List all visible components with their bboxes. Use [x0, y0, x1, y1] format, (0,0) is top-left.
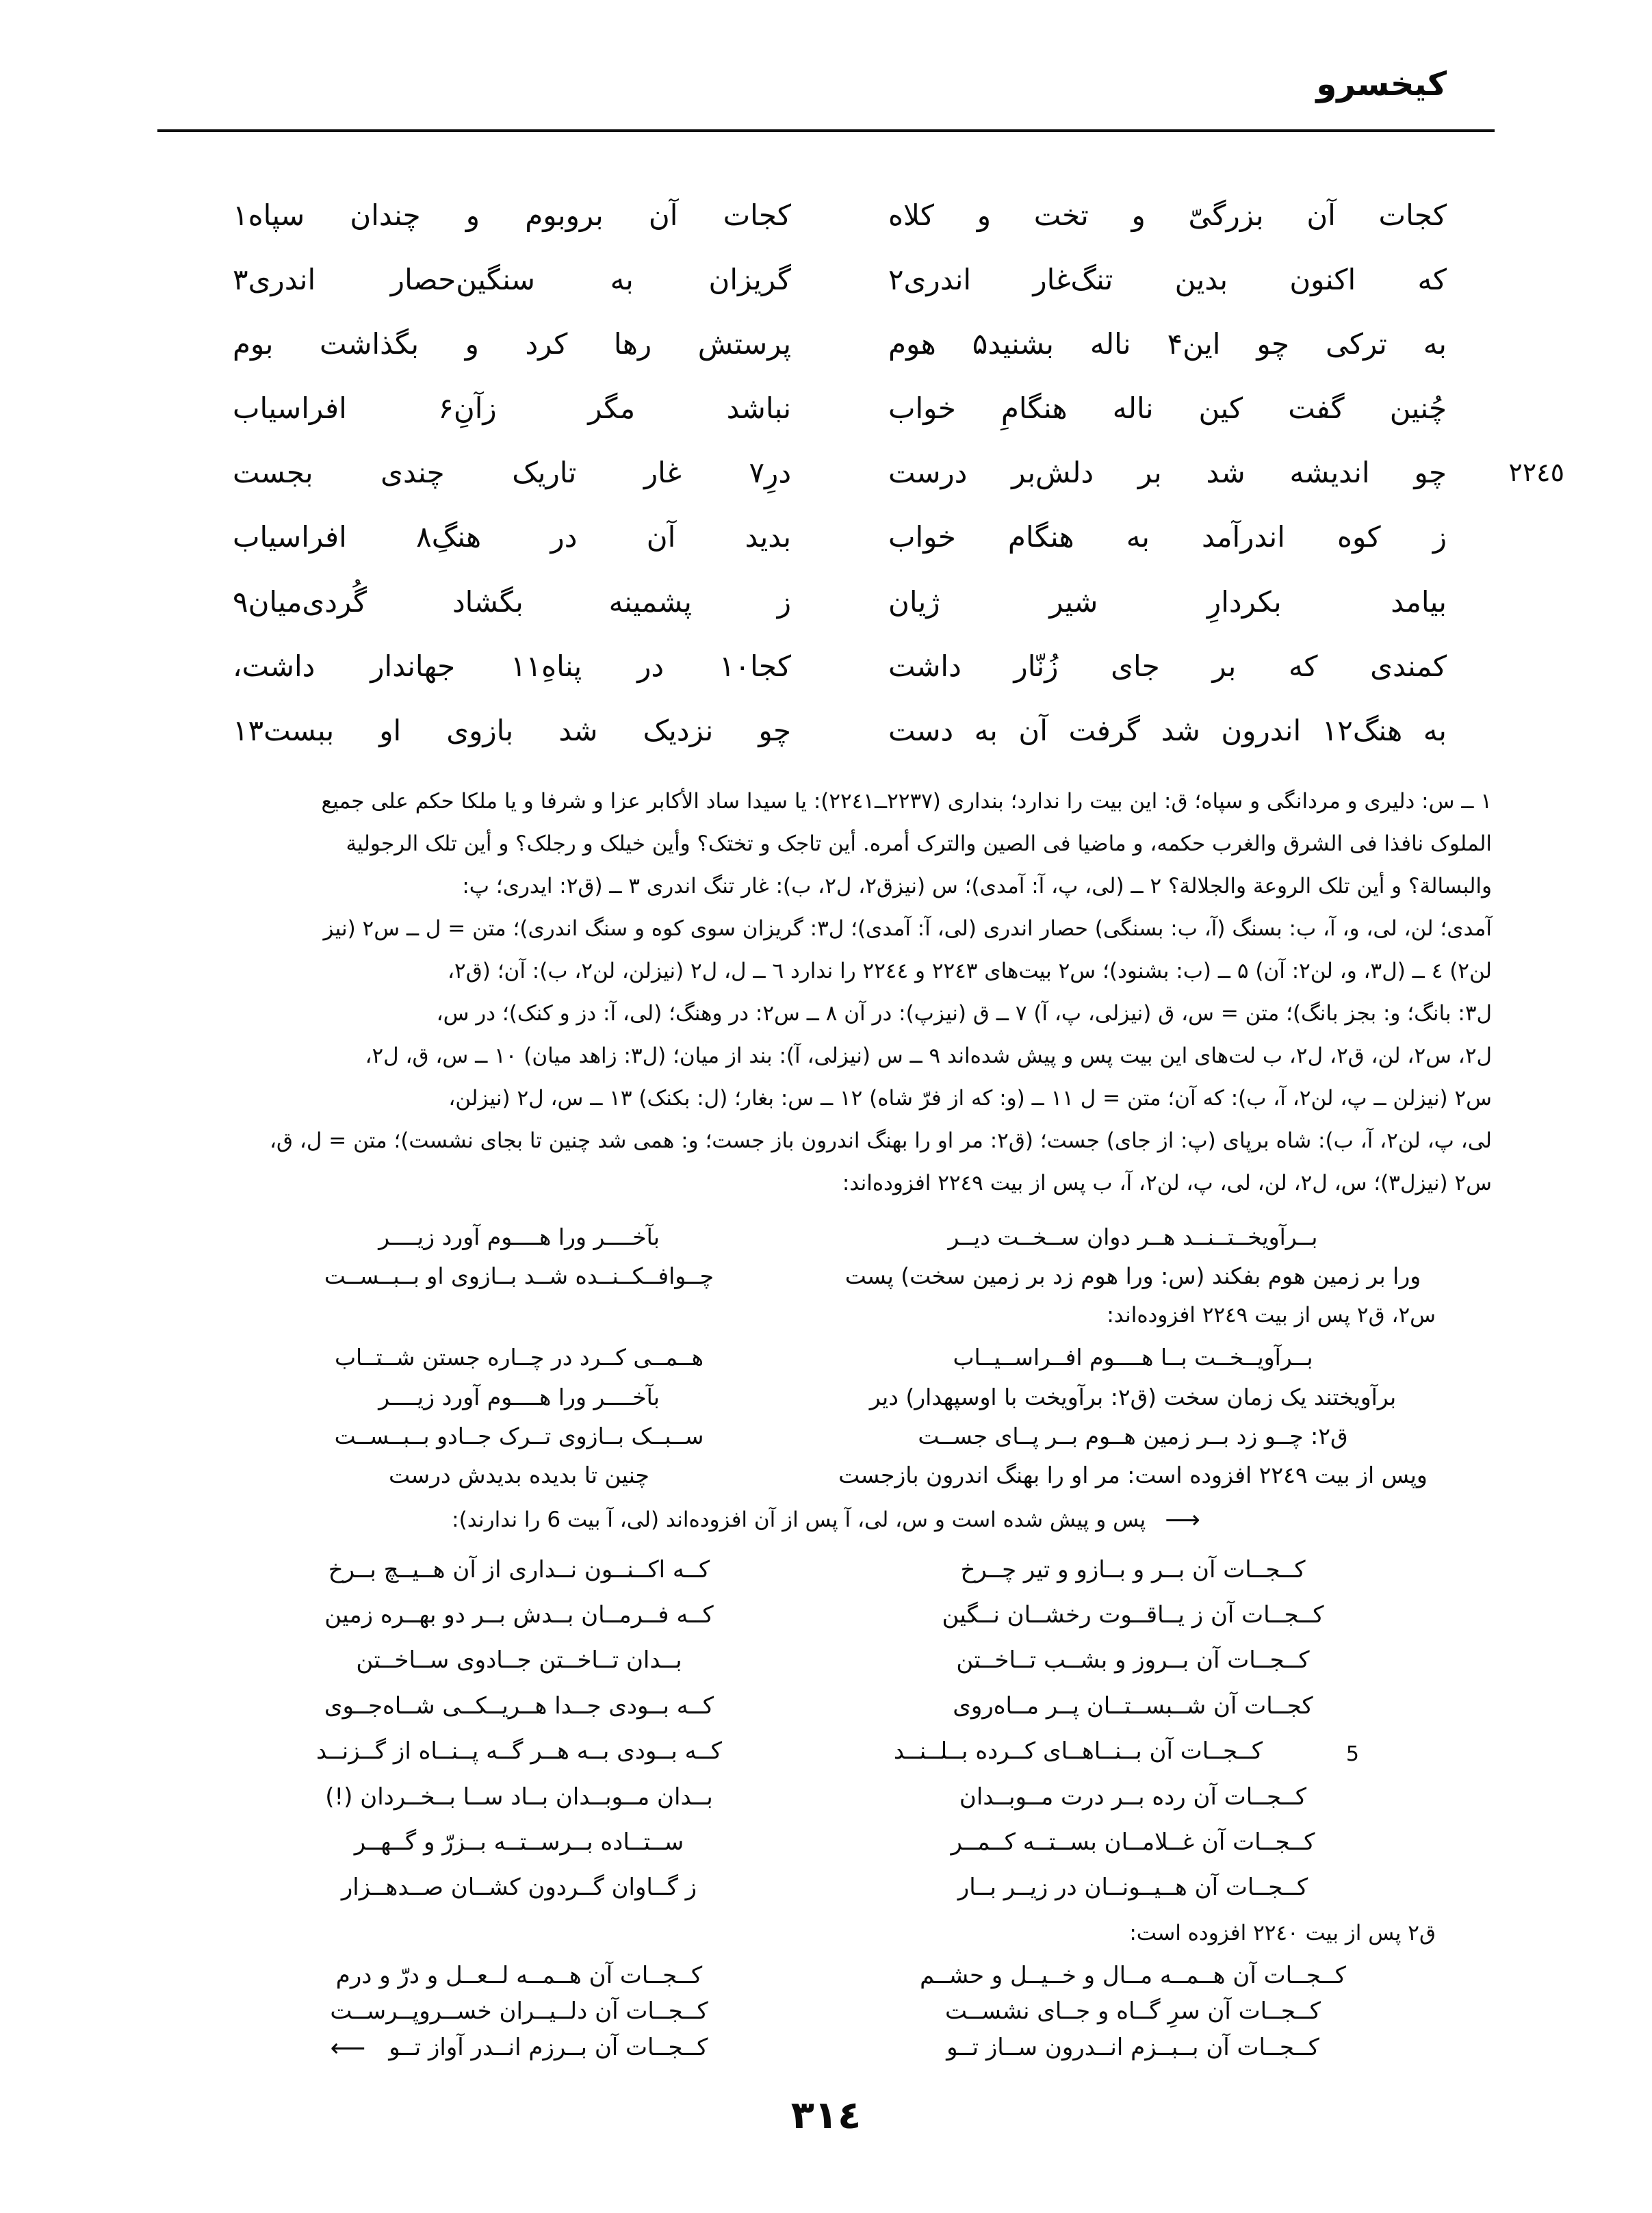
hemistich-right: که اکنون بدین تنگ‌غار اندری۲	[888, 263, 1447, 297]
poem-couplet-row	[233, 713, 1447, 747]
hemistich-right: کــجــات آن غــلامــان بســتــه کــمــر	[951, 1828, 1315, 1856]
poem-couplet-row	[233, 393, 1447, 424]
variant-couplet-row	[212, 1557, 1440, 1583]
hemistich-right: به ترکی چو این۴ ناله بشنید۵ هوم	[888, 327, 1447, 361]
hemistich-right: کمندی که بر جای زُنّار داشت	[888, 649, 1447, 683]
hemistich-left: ز گــاوان گــردون کشــان صــدهــزار	[341, 1874, 697, 1902]
hemistich-left: ســبــک بــازوی تــرک جــادو بــبــســت	[334, 1423, 704, 1450]
variant-couplet-row	[212, 1424, 1440, 1449]
main-poem	[233, 198, 1564, 747]
variant-couplet-row	[212, 1603, 1440, 1628]
hemistich-right: بــرآویخــتــنــد هــر دوان ســخــت دیــر	[948, 1223, 1318, 1250]
variant-couplet-row	[212, 1999, 1440, 2024]
variant-couplet-row	[212, 1875, 1440, 1900]
hemistich-left: کــه اکــنــون نــداری از آن هــیــچ بــرخ	[328, 1555, 710, 1583]
hemistich-left: هــمــی کــرد در چــاره جستن شــتــاب	[334, 1344, 704, 1371]
footnote-line: ل۳: بانگ؛ و: بجز بانگ)؛ متن = س، ق (نیزلی، پ، آ) ۷ ــ ق (نیزپ): در آن ۸ ــ س۲: در وهنگ؛ (لی، آ: دز و کنک)؛ در س،	[436, 1000, 1492, 1026]
poem-couplet-row	[233, 456, 1564, 490]
hemistich-right: کــجــات آن سرِ گــاه و جــای نشســت	[945, 1997, 1321, 2026]
header-rule	[157, 129, 1495, 132]
variant-verses-block-3	[212, 1963, 1440, 2062]
hemistich-right: بیامد بکردارِ شیر ژیان	[888, 584, 1447, 619]
apparatus-note-text: پس و پیش شده است و س، لی، آ پس از آن افزوده‌اند (لی، آ بیت 6 را ندارند):	[452, 1507, 1146, 1532]
footnote-line: س۲ (نیزل۳)؛ س، ل۲، لن، لی، پ، لن۲، آ، ب پس از بیت ٢٢٤٩ افزوده‌اند:	[842, 1170, 1492, 1195]
hemistich-right: کــجــات آن بــر و بــازو و تیر چــرخ	[960, 1555, 1306, 1583]
variant-couplet-row	[212, 1785, 1440, 1810]
hemistich-left: کــجــات آن هــمــه لــعــل و درّ و درم	[335, 1961, 703, 1989]
hemistich-right: ق۲: چــو زد بــر زمین هــوم بــر پــای جســت	[918, 1423, 1348, 1450]
poem-couplet-row	[233, 522, 1447, 552]
variant-couplet-row	[212, 1385, 1440, 1410]
variant-couplet-row	[212, 1830, 1440, 1855]
hemistich-right: چو اندیشه شد بر دلش‌بر درست	[888, 456, 1447, 490]
variant-couplet-row	[212, 1963, 1440, 1989]
hemistich-left: بآخــــر ورا هــــوم آورد زیــــر	[378, 1223, 660, 1250]
hemistich-right: کــجــات آن رده بــر درت مــوبــدان	[959, 1783, 1307, 1811]
apparatus-footnotes	[156, 780, 1492, 1204]
variant-couplet-row	[212, 1694, 1440, 1719]
hemistich-left: بــدان مــوبــدان بــاد ســا بــخــردان (!)	[325, 1783, 713, 1811]
page-title: کیخسرو	[1316, 65, 1447, 103]
kojat-stanza	[212, 1557, 1440, 1945]
variant-couplet-row	[212, 1737, 1440, 1767]
footnote-line: الملوک نافذا فی الشرق والغرب حکمه، و ماضیا فی الصین والترک أمره. أین تاجک و تختک؟ وأین خیلک و رجلک؟ و أین تلک الرجولیة	[346, 831, 1492, 856]
hemistich-left: بآخــــر ورا هــــوم آورد زیــــر	[378, 1383, 660, 1410]
hemistich-left-text: کــجــات آن بــرزم انــدر آواز تــو	[389, 2033, 708, 2061]
hemistich-right: چُنین گفت کین ناله هنگامِ خواب	[888, 391, 1447, 426]
hemistich-right: کــجــات آن بــنــاهــای کــرده بــلــنــد	[893, 1737, 1263, 1765]
footnote-line: لن۲) ٤ ــ (ل۳، و، لن۲: آن) ۵ ــ (ب: بشنود)؛ س۲ بیت‌های ٢٢٤٣ و ٢٢٤٤ را ندارد ٦ ــ ل، ل۲ (نیزلن، لن۲، ب): آن؛ (ق۲،	[448, 958, 1492, 983]
hemistich-left: کــجــات آن دلــیــران خســروپــرســت	[330, 1997, 708, 2026]
hemistich-left	[212, 2035, 826, 2062]
hemistich-left: چو نزدیک شد بازوی او ببست۱۳	[233, 713, 792, 747]
footnote-line: س۲ (نیزلن ــ پ، لن۲، آ، ب): که آن؛ متن = ل ۱۱ ــ (و: که از فرّ شاه) ۱۲ ــ س: بغار؛ (ل: بکنک) ۱۳ ــ س، ل۲ (نیزلن،	[448, 1085, 1492, 1111]
hemistich-left: چنین تا بدیده بدیدش درست	[389, 1462, 649, 1489]
variant-couplet-row	[212, 1648, 1440, 1673]
hemistich-left: کجا۱۰ در پناهِ۱۱ جهاندار داشت،	[233, 649, 792, 683]
hemistich-left: بدید آن در هنگِ۸ افراسیاب	[233, 520, 792, 554]
hemistich-right: وپس از بیت ٢٢٤٩ افزوده است: مر او را بهنگ اندرون بازجست	[838, 1462, 1428, 1489]
hemistich-right: کجات آن بزرگیّ و تخت و کلاه	[888, 198, 1447, 232]
hemistich-right: به هنگ۱۲ اندرون شد گرفت آن به دست	[888, 713, 1447, 747]
hemistich-right: بــرآویــخــت بــا هــــوم افــراســیــاب	[953, 1344, 1313, 1371]
poem-couplet-row	[233, 329, 1447, 359]
hemistich-left: گریزان به سنگین‌حصار اندری۳	[233, 263, 792, 297]
hemistich-right: ز کوه اندرآمد به هنگام خواب	[888, 520, 1447, 554]
hemistich-right: کــجــات آن هــیــونــان در زیــر بــار	[957, 1874, 1308, 1902]
hemistich-left: درِ۷ غار تاریک چندی بجست	[233, 456, 792, 490]
hemistich-right: کــجــات آن هــمــه مــال و خــیــل و حشــم	[920, 1961, 1346, 1989]
apparatus-note: ق۲ پس از بیت ٢٢٤٠ افزوده است:	[1129, 1920, 1436, 1945]
verse-number: ٢٢٤٥	[1508, 457, 1564, 488]
continuation-arrow-icon: ⟵	[330, 2034, 366, 2062]
variant-couplet-row	[212, 2035, 1440, 2062]
hemistich-left: کــه بــودی بــه هــر گــه پــنــاه از گــزنــد	[316, 1737, 722, 1765]
hemistich-left: ســتــاده بــرســتــه بــزرّ و گــهــر	[354, 1828, 684, 1856]
hemistich-right: کــجــات آن بــروز و بشــب تــاخــتن	[956, 1646, 1310, 1674]
apparatus-note: س۲، ق۲ پس از بیت ٢٢٤٩ افزوده‌اند:	[1107, 1303, 1436, 1328]
variant-couplet-row	[212, 1345, 1440, 1370]
variant-couplet-row	[212, 1264, 1440, 1289]
poem-couplet-row	[233, 265, 1447, 295]
hemistich-left: کجات آن بروبوم و چندان سپاه۱	[233, 198, 792, 232]
hemistich-left: ز پشمینه بگشاد گُردی‌میان۹	[233, 584, 792, 619]
hemistich-right: برآویختند یک زمان سخت (ق۲: برآویخت با اوسپهدار) دیر	[869, 1383, 1397, 1410]
variant-couplet-row	[212, 1225, 1440, 1250]
hemistich-right: ورا بر زمین هوم بفکند (س: ورا هوم زد بر زمین سخت) پست	[844, 1263, 1421, 1290]
hemistich-left: نباشد مگر زآنِ۶ افراسیاب	[233, 391, 792, 426]
footnote-line: ۱ ــ س: دلیری و مردانگی و سپاه؛ ق: این بیت را ندارد؛ بنداری (۲۲۳۷ــ٢٢٤١): یا سیدا ساد الأکابر عزا و شرفا و یا ملکا حکم علی جمیع	[321, 788, 1492, 814]
footnote-line: ل۲، س۲، لن، ق۲، ل۲، ب لت‌های این بیت پس و پیش شده‌اند ۹ ــ س (نیزلی، آ): بند از میان؛ (ل۳: زاهد میان) ۱۰ ــ س، ق، ل۲،	[365, 1043, 1492, 1068]
stanza-line-number: 5	[1345, 1742, 1359, 1767]
hemistich-right: کجــات آن شــبســتــان پــر مــاه‌روی	[953, 1692, 1313, 1720]
continuation-arrow-icon: ⟶	[1165, 1505, 1200, 1534]
hemistich-left: کــه بــودی جــدا هــریــکــی شــاه‌جــوی	[324, 1692, 714, 1720]
poem-couplet-row	[233, 200, 1447, 231]
hemistich-right: کــجــات آن ز یــاقــوت رخشــان نــگین	[942, 1601, 1324, 1629]
hemistich-left: کــه فــرمــان بــدش بــر دو بهــره زمین	[324, 1601, 714, 1629]
page-number: ٣١٤	[790, 2093, 862, 2138]
footnote-line: آمدی؛ لن، لی، و، آ، ب: بسنگ (آ، ب: بسنگی) حصار اندری (لی، آ: آمدی)؛ ل۳: گریزان سوی کوه و سنگ اندری)؛ متن = ل ــ س۲ (نیز	[323, 916, 1492, 941]
hemistich-right: کــجــات آن بــبــزم انــدرون ســاز تــو	[946, 2033, 1319, 2061]
hemistich-left: پرستش رها کرد و بگذاشت بوم	[233, 327, 792, 361]
running-header	[0, 0, 1652, 103]
poem-couplet-row	[233, 651, 1447, 682]
hemistich-left: چــوافــکــنــده شــد بــازوی او بــبــســت	[324, 1263, 714, 1290]
footnote-line: لی، پ، لن۲، آ، ب): شاه برپای (پ: از جای) جست؛ (ق۲: مر او را بهنگ اندرون باز جست؛ و: همی شد چنین تا بجای نشست)؛ متن = ل، ق،	[269, 1128, 1492, 1153]
hemistich-left: بــدان تــاخــتن جــادوی ســاخــتن	[356, 1646, 682, 1674]
variant-verses-block-1	[212, 1225, 1440, 1534]
footnote-line: والبسالة؟ و أین تلک الروعة والجلالة؟ ۲ ــ (لی، پ، آ: آمدی)؛ س (نیزق۲، ل۲، ب): غار تنگ اندری ۳ ــ (ق۲: ایدری؛ پ:	[462, 873, 1492, 898]
apparatus-note-with-arrow	[212, 1506, 1440, 1534]
poem-couplet-row	[233, 584, 1447, 619]
variant-couplet-row	[212, 1463, 1440, 1488]
